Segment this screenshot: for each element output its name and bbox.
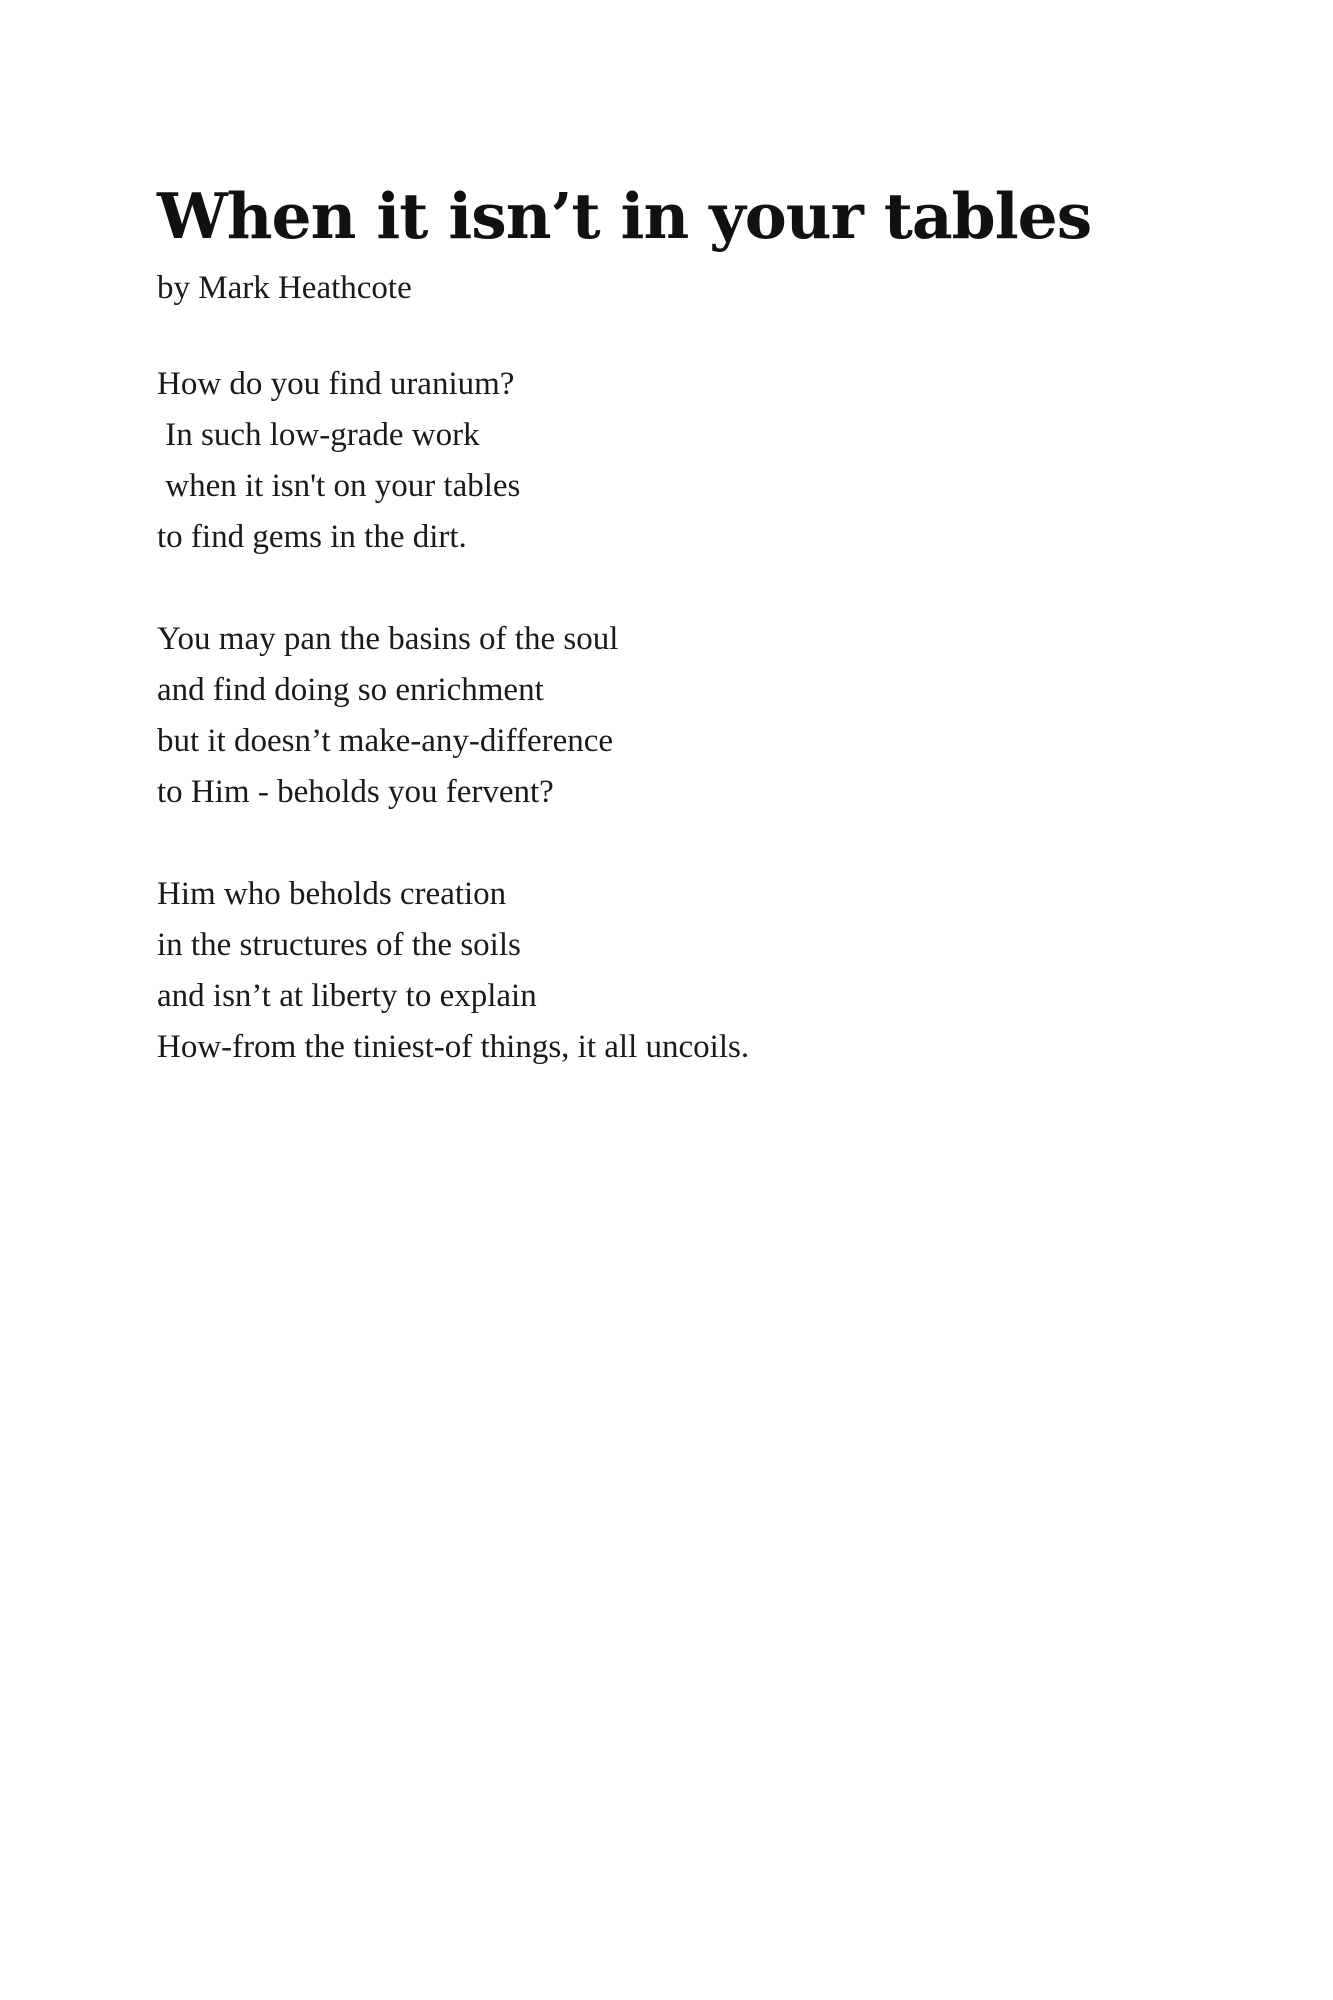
poem-title: When it isn’t in your tables [157,179,1092,253]
poem-line: How do you find uranium? [157,366,515,402]
poem-page [157,176,1257,1124]
poem-body [157,359,1257,1073]
poem-line: to Him - beholds you fervent? [157,774,554,810]
poem-line: How-from the tiniest-of things, it all uncoils. [157,1029,750,1065]
poem-line: but it doesn’t make-any-difference [157,723,614,759]
poem-line: In such low-grade work [157,417,480,453]
poem-byline: by Mark Heathcote [157,270,412,306]
stanza-1 [157,359,1257,563]
poem-line: You may pan the basins of the soul [157,621,619,657]
poem-line: Him who beholds creation [157,876,507,912]
poem-line: when it isn't on your tables [157,468,521,504]
poem-line: and isn’t at liberty to explain [157,978,537,1014]
poem-line: to find gems in the dirt. [157,519,467,555]
stanza-2 [157,614,1257,818]
poem-line: in the structures of the soils [157,927,521,963]
poem-line: and find doing so enrichment [157,672,544,708]
stanza-3 [157,869,1257,1073]
